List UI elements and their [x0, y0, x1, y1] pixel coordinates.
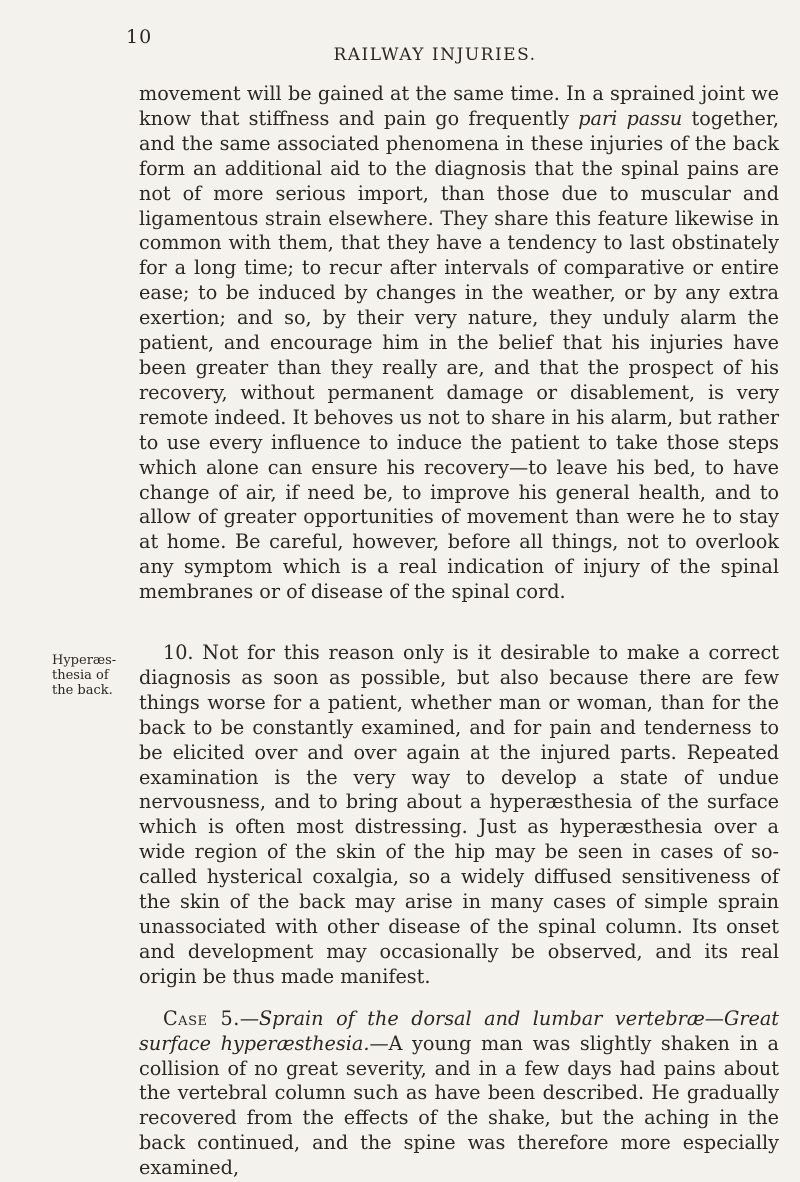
latin-phrase: pari passu	[578, 106, 683, 130]
case-dash: —	[239, 1006, 259, 1030]
paragraph-text: —A young man was slightly shaken in a collision of no great severity, and in a few days had pains about the vertebral column such as have been described. He gradually recovered from the effects of the shake, but the aching in the back continued, and the spine was therefore more especially examined,	[139, 1031, 779, 1180]
margin-note-line: thesia of	[52, 668, 109, 683]
page-number: 10	[126, 26, 153, 48]
paragraph-text: together, and the same associated phenomena in these injuries of the back form an additional aid to the diagnosis that the spinal pains are not of more serious import, than those due to muscular and ligamentous strain elsewhere. They share this feature likewise in common with them, that they have a tendency to last obstinately for a long time; to recur after intervals of comparative or entire ease; to be induced by changes in the weather, or by any extra exertion; and so, by their very nature, they unduly alarm the patient, and encourage him in the belief that his injuries have been greater than they really are, and that the prospect of his recovery, without permanent damage or disablement, is very remote indeed. It behoves us not to share in his alarm, but rather to use every influence to induce the patient to take those steps which alone can ensure his recovery—to leave his bed, to have change of air, if need be, to improve his general health, and to allow of greater opportunities of movement than were he to stay at home. Be careful, however, before all things, not to overlook any symptom which is a real indication of injury of the spinal membranes or of disease of the spinal cord.	[139, 106, 780, 604]
case-paragraph	[139, 1007, 779, 1181]
case-label: Case 5.	[163, 1006, 240, 1030]
running-title: RAILWAY INJURIES.	[333, 45, 537, 65]
paragraph-10	[139, 641, 779, 990]
paragraph-text: movement will be gained at the same time. In a sprained joint we know that stiffness and pain go frequently	[139, 82, 779, 130]
paragraph-continuation	[139, 82, 779, 605]
margin-note-line: the back.	[52, 683, 113, 698]
margin-note	[52, 653, 134, 698]
paragraph-text: Not for this reason only is it desirable to make a correct diagnosis as soon as possible, but also because there are few things worse for a patient, whether man or woman, than for the back to be constantly examined, and for pain and tenderness to be elicited over and over again at the injured parts. Repeated examination is the very way to develop a state of undue nervousness, and to bring about a hyperæsthesia of the surface which is often most distressing. Just as hyperæsthesia over a wide region of the skin of the hip may be seen in cases of so-called hysterical coxalgia, so a widely diffused sensitiveness of the skin of the back may arise in many cases of simple sprain unassociated with other disease of the spinal column. Its onset and development may occasionally be observed, and its real origin be thus made manifest.	[139, 641, 779, 988]
section-number: 10.	[163, 641, 194, 665]
body-text	[139, 82, 779, 1181]
case-title: Sprain of the dorsal and lumbar vertebræ—Great surface hyperæsthesia.	[139, 1006, 779, 1055]
margin-note-line: Hyperæs-	[52, 653, 117, 668]
